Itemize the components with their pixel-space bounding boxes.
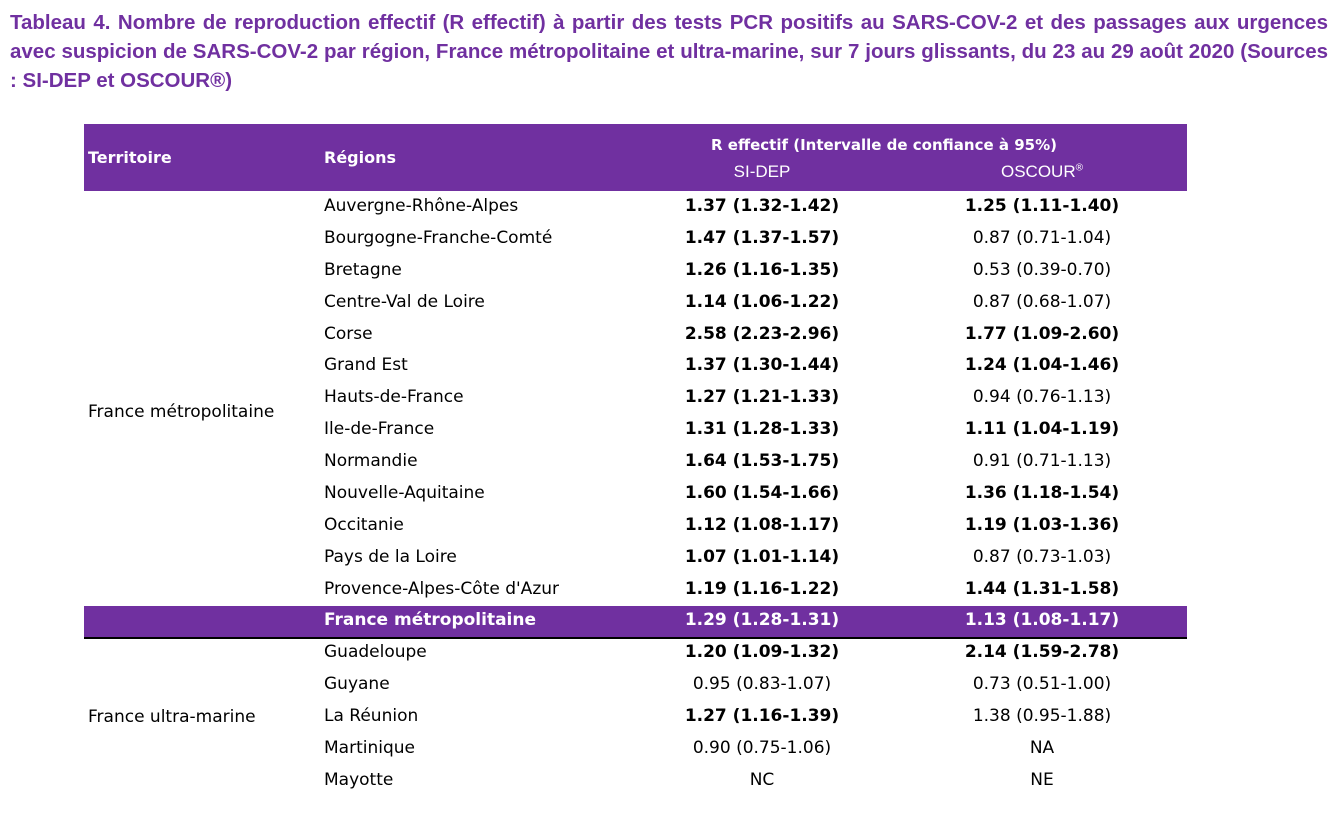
region-cell: Nouvelle-Aquitaine: [324, 483, 485, 504]
region-cell: Bretagne: [324, 259, 402, 280]
sidep-cell: 1.26 (1.16-1.35): [684, 259, 840, 280]
header-oscour-label: OSCOUR: [1001, 162, 1076, 181]
oscour-cell: 1.44 (1.31-1.58): [964, 578, 1120, 599]
sidep-cell: 1.27 (1.21-1.33): [684, 387, 840, 408]
oscour-cell: 0.73 (0.51-1.00): [972, 674, 1112, 695]
table-row: [84, 223, 1187, 255]
table-header: [84, 124, 1187, 191]
table-row: [84, 287, 1187, 319]
total-sidep: 1.29 (1.28-1.31): [684, 609, 840, 630]
region-cell: La Réunion: [324, 706, 419, 727]
oscour-cell: NA: [1029, 738, 1055, 759]
region-cell: Ile-de-France: [324, 419, 435, 440]
sidep-cell: 1.64 (1.53-1.75): [684, 451, 840, 472]
sidep-cell: 1.37 (1.30-1.44): [684, 355, 840, 376]
header-territoire: Territoire: [88, 148, 172, 167]
table-row: [84, 255, 1187, 287]
total-row-metro: [84, 606, 1187, 638]
region-cell: Corse: [324, 323, 373, 344]
region-cell: Pays de la Loire: [324, 546, 457, 567]
territory-label-ultra: France ultra-marine: [88, 707, 256, 728]
oscour-cell: 0.94 (0.76-1.13): [972, 387, 1112, 408]
table-row: [84, 669, 1187, 701]
oscour-cell: 0.87 (0.73-1.03): [972, 546, 1112, 567]
region-cell: Hauts-de-France: [324, 387, 464, 408]
registered-mark: ®: [1075, 162, 1083, 174]
region-cell: Normandie: [324, 451, 418, 472]
table-row: [84, 414, 1187, 446]
region-cell: Guadeloupe: [324, 642, 427, 663]
oscour-cell: 1.25 (1.11-1.40): [964, 196, 1120, 216]
oscour-cell: 1.11 (1.04-1.19): [964, 419, 1120, 440]
table-row: [84, 510, 1187, 542]
table-row: [84, 319, 1187, 351]
sidep-cell: 0.90 (0.75-1.06): [692, 738, 832, 759]
oscour-cell: NE: [1030, 770, 1054, 791]
table-row: [84, 701, 1187, 733]
table-row: [84, 478, 1187, 510]
oscour-cell: 0.91 (0.71-1.13): [972, 451, 1112, 472]
sidep-cell: 1.07 (1.01-1.14): [684, 546, 840, 567]
region-cell: Guyane: [324, 674, 390, 695]
header-oscour: [952, 162, 1132, 182]
ultra-rows: [84, 637, 1187, 796]
oscour-cell: 2.14 (1.59-2.78): [964, 642, 1120, 663]
region-cell: Bourgogne-Franche-Comté: [324, 227, 553, 248]
table-row: [84, 733, 1187, 765]
table-caption: Tableau 4. Nombre de reproduction effectif (R effectif) à partir des tests PCR positifs au SARS-COV-2 et des passages aux urgences avec suspicion de SARS-COV-2 par région, France métropolitaine et ultra-marine, sur 7 jours glissants, du 23 au 29 août 2020 (Sources : SI-DEP et OSCOUR®): [10, 11, 1328, 92]
region-cell: Martinique: [324, 738, 415, 759]
table-row: [84, 191, 1187, 223]
sidep-cell: 1.47 (1.37-1.57): [684, 227, 840, 248]
oscour-cell: 1.19 (1.03-1.36): [964, 514, 1120, 535]
table-row: [84, 637, 1187, 669]
oscour-cell: 0.87 (0.71-1.04): [972, 227, 1112, 248]
table-row: [84, 574, 1187, 606]
sidep-cell: 1.12 (1.08-1.17): [684, 514, 840, 535]
oscour-cell: 0.53 (0.39-0.70): [972, 259, 1112, 280]
oscour-cell: 1.36 (1.18-1.54): [964, 483, 1120, 504]
sidep-cell: 1.37 (1.32-1.42): [684, 196, 840, 216]
table-row: [84, 542, 1187, 574]
section-france-metropolitaine: [84, 191, 1187, 637]
header-r-effectif: R effectif (Intervalle de confiance à 95%): [711, 136, 1057, 154]
sidep-cell: 1.19 (1.16-1.22): [684, 578, 840, 599]
oscour-cell: 1.77 (1.09-2.60): [964, 323, 1120, 344]
total-oscour: 1.13 (1.08-1.17): [964, 609, 1120, 630]
table-row: [84, 382, 1187, 414]
sidep-cell: 1.14 (1.06-1.22): [684, 291, 840, 312]
region-cell: Provence-Alpes-Côte d'Azur: [324, 578, 560, 599]
region-cell: Centre-Val de Loire: [324, 291, 485, 312]
table-row: [84, 446, 1187, 478]
total-region: France métropolitaine: [324, 609, 537, 630]
region-cell: Mayotte: [324, 770, 394, 791]
header-regions: Régions: [324, 148, 397, 167]
territory-label-metro: France métropolitaine: [88, 402, 275, 423]
sidep-cell: 1.27 (1.16-1.39): [684, 706, 840, 727]
header-sidep: SI-DEP: [733, 162, 791, 181]
sidep-cell: 2.58 (2.23-2.96): [684, 323, 840, 344]
metro-rows: [84, 191, 1187, 606]
r-effectif-table: [84, 124, 1187, 797]
table-row: [84, 350, 1187, 382]
sidep-cell: 0.95 (0.83-1.07): [692, 674, 832, 695]
oscour-cell: 1.24 (1.04-1.46): [964, 355, 1120, 376]
section-france-ultra-marine: [84, 637, 1187, 796]
sidep-cell: 1.20 (1.09-1.32): [684, 642, 840, 663]
oscour-cell: 1.38 (0.95-1.88): [972, 706, 1112, 727]
region-cell: Occitanie: [324, 514, 404, 535]
table-row: [84, 765, 1187, 797]
region-cell: Auvergne-Rhône-Alpes: [324, 196, 519, 216]
region-cell: Grand Est: [324, 355, 408, 376]
sidep-cell: 1.31 (1.28-1.33): [684, 419, 840, 440]
oscour-cell: 0.87 (0.68-1.07): [972, 291, 1112, 312]
sidep-cell: NC: [749, 770, 775, 791]
sidep-cell: 1.60 (1.54-1.66): [684, 483, 840, 504]
